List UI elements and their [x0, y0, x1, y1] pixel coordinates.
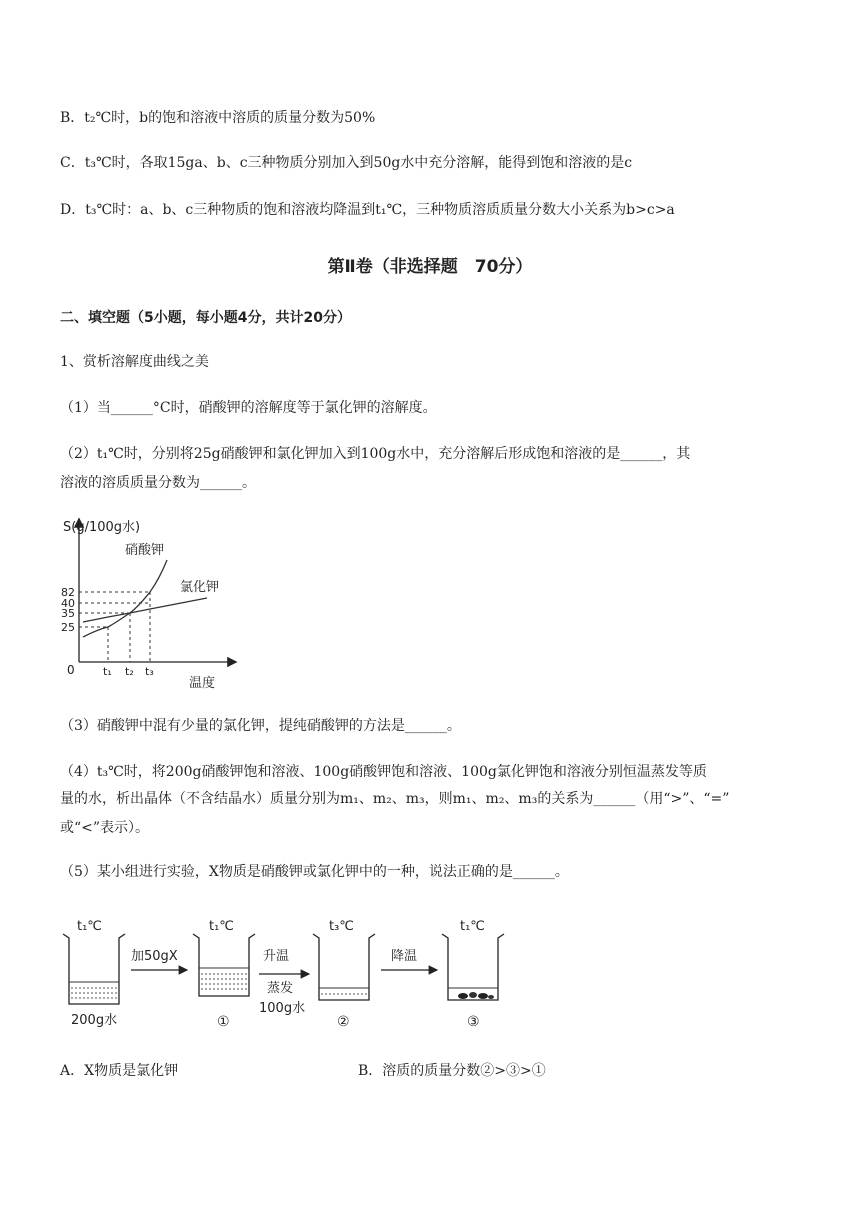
option-d-prev: D．t₃℃时：a、b、c三种物质的饱和溶液均降温到t₁℃，三种物质溶质质量分数大小关系为b>c>a — [60, 202, 675, 218]
question-1: （1）当______°C时，硝酸钾的溶解度等于氯化钾的溶解度。 — [60, 400, 437, 416]
question-4-line2: 量的水，析出晶体（不含结晶水）质量分别为m₁、m₂、m₃，则m₁、m₂、m₃的关系为______（用“>”、“=” — [60, 791, 730, 807]
x-tick-t2: t₂ — [125, 665, 134, 678]
y-tick-40: 40 — [61, 597, 75, 610]
series-label-kcl: 氯化钾 — [180, 580, 220, 595]
beaker-label-3: t₁℃ — [460, 919, 485, 934]
arrow2-top-label: 升温 — [263, 949, 290, 964]
section-header: 二、填空题（5小题，每小题4分，共计20分） — [60, 310, 351, 326]
option-a: A．X物质是氯化钾 — [60, 1063, 179, 1079]
option-b-prev: B．t₂℃时，b的饱和溶液中溶质的质量分数为50% — [60, 110, 376, 126]
question-2-line2: 溶液的溶质质量分数为______。 — [60, 475, 256, 491]
beaker-label-2: t₃℃ — [329, 919, 354, 934]
beaker-1 — [193, 934, 255, 996]
question-2-line1: （2）t₁℃时，分别将25g硝酸钾和氯化钾加入到100g水中，充分溶解后形成饱和溶液的是______，其 — [60, 446, 691, 462]
beaker-label-0: t₁℃ — [77, 919, 102, 934]
series-label-kno3: 硝酸钾 — [125, 543, 165, 558]
x-axis-label: 温度 — [189, 676, 216, 691]
x-tick-t3: t₃ — [145, 665, 154, 678]
number-3: ③ — [467, 1014, 480, 1030]
question-3: （3）硝酸钾中混有少量的氯化钾，提纯硝酸钾的方法是______。 — [60, 718, 461, 734]
solubility-chart — [55, 510, 245, 692]
beaker-initial — [63, 934, 125, 1004]
origin-label: 0 — [67, 663, 75, 677]
arrow3-label: 降温 — [391, 949, 418, 964]
question-title: 1、赏析溶解度曲线之美 — [60, 354, 209, 370]
x-tick-t1: t₁ — [103, 665, 112, 678]
arrow1-label: 加50gX — [131, 949, 178, 964]
water-label: 200g水 — [71, 1013, 118, 1028]
y-axis-label: S(g/100g水) — [63, 520, 141, 535]
question-4-line3: 或“<”表示）。 — [60, 820, 150, 836]
beaker-2 — [313, 934, 375, 1000]
arrow2-mid-label: 蒸发 — [267, 981, 294, 996]
guide-lines — [79, 592, 150, 662]
section-title: 第Ⅱ卷（非选择题 70分） — [327, 257, 533, 277]
y-tick-35: 35 — [61, 607, 75, 620]
curve-potassium-nitrate — [83, 560, 167, 637]
option-c-prev: C．t₃℃时，各取15ga、b、c三种物质分别加入到50g水中充分溶解，能得到饱和溶液的是c — [60, 155, 633, 171]
question-4-line1: （4）t₃℃时，将200g硝酸钾饱和溶液、100g硝酸钾饱和溶液、100g氯化钾饱和溶液分别恒温蒸发等质 — [60, 764, 707, 780]
curve-potassium-chloride — [83, 598, 207, 622]
y-tick-82: 82 — [61, 586, 75, 599]
experiment-diagram — [55, 912, 515, 1032]
beaker-label-1: t₁℃ — [209, 919, 234, 934]
y-tick-25: 25 — [61, 621, 75, 634]
arrow2-bottom-label: 100g水 — [259, 1001, 306, 1016]
number-1: ① — [217, 1014, 230, 1030]
question-5: （5）某小组进行实验，X物质是硝酸钾或氯化钾中的一种，说法正确的是______。 — [60, 864, 569, 880]
beaker-3 — [442, 934, 504, 1000]
option-b: B．溶质的质量分数②>③>① — [358, 1063, 546, 1079]
number-2: ② — [337, 1014, 350, 1030]
